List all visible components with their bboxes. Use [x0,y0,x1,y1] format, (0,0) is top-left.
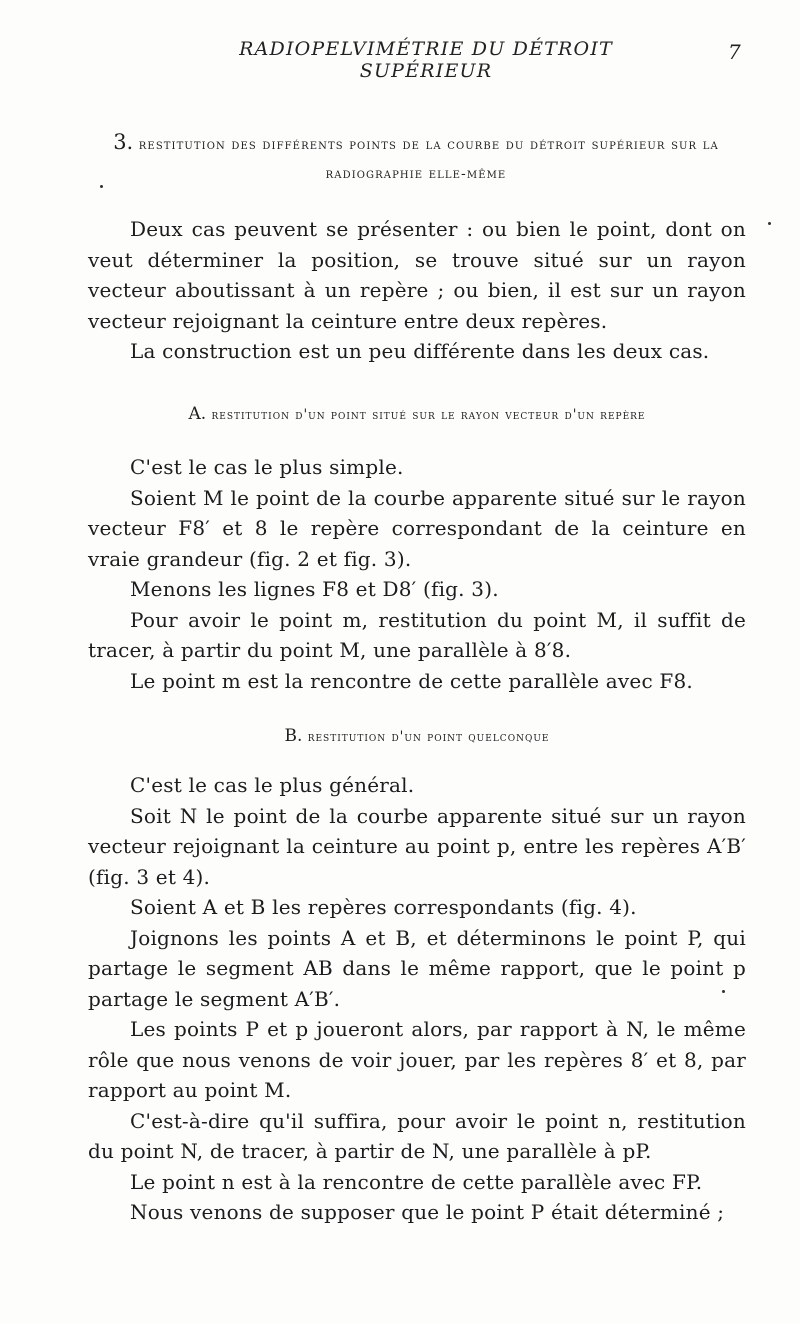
paragraph: Menons les lignes F8 et D8′ (fig. 3). [130,577,499,601]
print-speck [722,990,725,993]
paragraph: Pour avoir le point m, restitution du point M, il suffit de tracer, à partir du point M, une parallèle à 8′8. [88,607,746,662]
paragraph: Soient M le point de la courbe apparente situé sur le rayon vecteur F8′ et 8 le repère correspondant de la ceinture en vraie grandeur (fig. 2 et fig. 3). [88,485,746,571]
print-speck [768,222,771,225]
subsection-a-text [88,452,746,696]
section-number: 3. [113,130,134,154]
print-speck [100,185,103,188]
paragraph: Les points P et p joueront alors, par rapport à N, le même rôle que nous venons de voir jouer, par les repères 8′ et 8, par rapport au point M. [88,1017,746,1102]
subsection-a-heading [88,404,746,424]
section-heading [86,128,746,189]
intro-text [88,214,746,367]
subsection-b-heading [88,726,746,746]
paragraph: Joignons les points A et B, et déterminons le point P, qui partage le segment AB dans le même rapport, que le point p partage le segment A′B′. [88,925,746,1011]
paragraph: La construction est un peu différente dans les deux cas. [130,339,710,363]
paragraph: Soit N le point de la courbe apparente situé sur un rayon vecteur rejoignant la ceinture au point p, entre les repères A′B′ (fig. 3 et 4). [88,803,746,889]
subsection-b-title: restitution d'un point quelconque [307,729,550,745]
paragraph: Le point n est à la rencontre de cette parallèle avec FP. [130,1169,703,1194]
subsection-a-title: restitution d'un point situé sur le rayon vecteur d'un repère [211,407,646,423]
paragraph: Nous venons de supposer que le point P était déterminé ; [130,1200,725,1224]
paragraph: C'est le cas le plus simple. [130,455,404,479]
paragraph: Le point m est la rencontre de cette parallèle avec F8. [130,668,693,693]
paragraph: Soient A et B les repères correspondants (fig. 4). [130,895,637,919]
page-number: 7 [728,40,741,64]
section-title: restitution des différents points de la courbe du détroit supérieur sur la radiographie elle-même [138,137,719,182]
paragraph: C'est-à-dire qu'il suffira, pour avoir le point n, restitution du point N, de tracer, à partir de N, une parallèle à pP. [88,1108,746,1163]
subsection-a-letter: A. [188,404,207,424]
subsection-b-text [88,770,746,1228]
subsection-b-letter: B. [284,726,303,746]
paragraph: C'est le cas le plus général. [130,773,415,797]
running-title: RADIOPELVIMÉTRIE DU DÉTROIT SUPÉRIEUR [239,38,613,82]
paragraph: Deux cas peuvent se présenter : ou bien le point, dont on veut déterminer la position, se trouve situé sur un rayon vecteur aboutissant à un repère ; ou bien, il est sur un rayon vecteur rejoignant la ceinture entre deux repères. [88,217,746,333]
